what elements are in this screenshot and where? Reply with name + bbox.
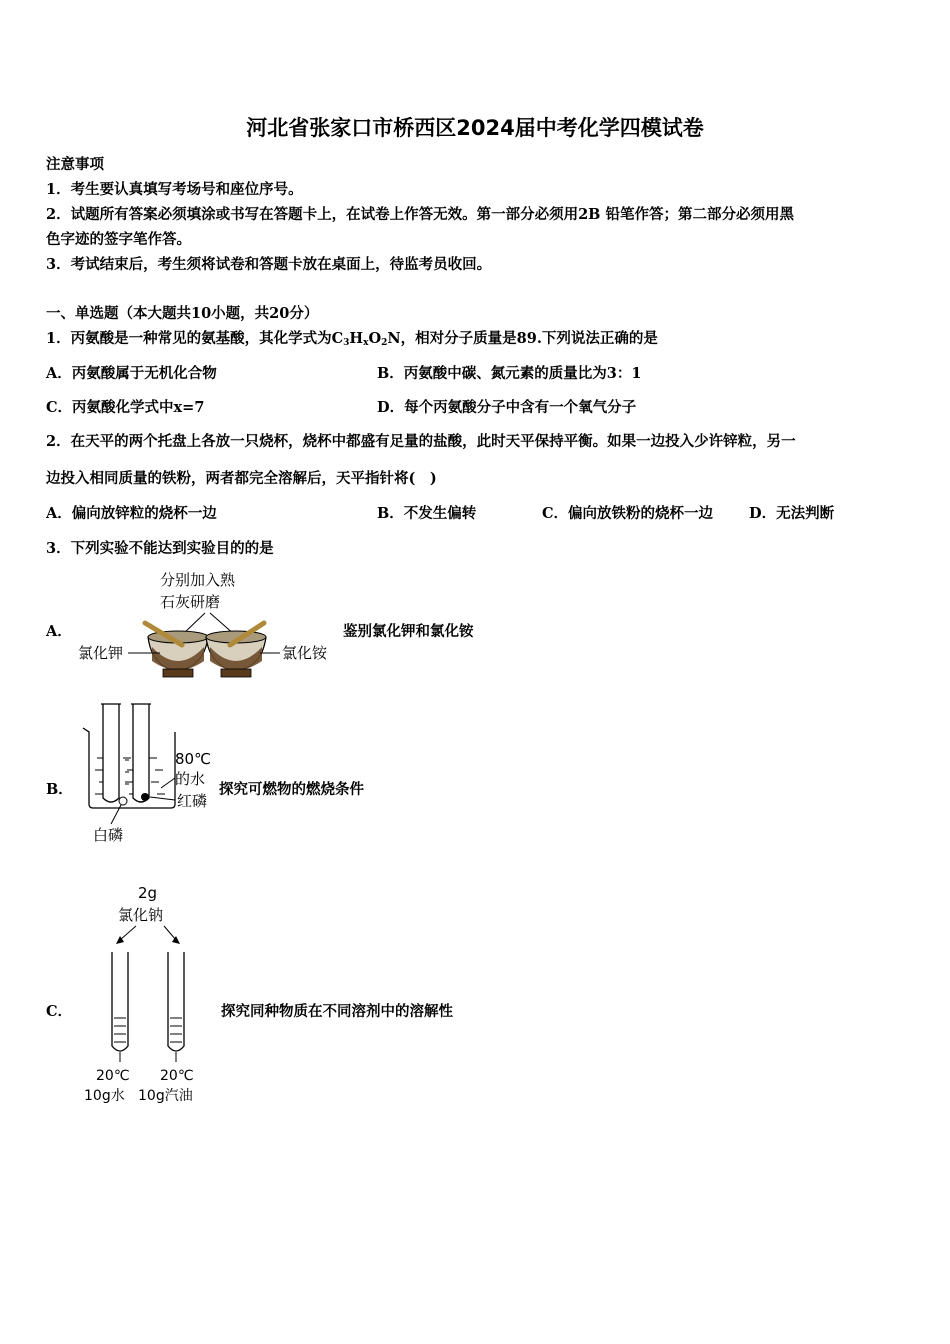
- section-heading: 一、单选题（本大题共10小题，共20分）: [46, 305, 319, 322]
- q1-option-d: D．每个丙氨酸分子中含有一个氧气分子: [377, 399, 637, 416]
- q1-subscript-o: 2: [381, 338, 388, 348]
- page-title: 河北省张家口市桥西区2024届中考化学四模试卷: [246, 116, 704, 140]
- notice-heading: 注意事项: [46, 156, 104, 173]
- question-2-stem-line2: 边投入相同质量的铁粉，两者都完全溶解后，天平指针将( ): [46, 470, 437, 487]
- q1-subscript-c: 3: [343, 338, 350, 348]
- question-2-stem-line1: 2．在天平的两个托盘上各放一只烧杯，烧杯中都盛有足量的盐酸，此时天平保持平衡。如果一边投入少许锌粒，另一: [46, 433, 796, 450]
- q1-option-c: C．丙氨酸化学式中x=7: [46, 399, 205, 416]
- q3-option-a-desc: 鉴别氯化钾和氯化铵: [343, 623, 474, 640]
- test-tube-gasoline: [168, 952, 184, 1051]
- question-3-stem: 3．下列实验不能达到实验目的的是: [46, 540, 274, 557]
- red-phosphorus: [141, 793, 149, 801]
- q3-option-b-desc: 探究可燃物的燃烧条件: [219, 781, 364, 798]
- q3-option-b-letter: B．: [46, 781, 73, 798]
- test-tube-water: [112, 952, 128, 1051]
- q2-option-d: D．无法判断: [749, 505, 835, 522]
- label-add-lime-2: 石灰研磨: [160, 593, 221, 611]
- combustion-diagram: [75, 700, 220, 850]
- q3-option-c-desc: 探究同种物质在不同溶剂中的溶解性: [221, 1003, 453, 1020]
- notice-item: 3．考试结束后，考生须将试卷和答题卡放在桌面上，待监考员收回。: [46, 256, 492, 273]
- q1-formula-o: O: [368, 330, 382, 347]
- notice-item: 1．考生要认真填写考场号和座位序号。: [46, 181, 303, 198]
- label-nacl: 氯化钠: [118, 906, 164, 924]
- q3-option-a-letter: A．: [46, 623, 72, 640]
- q1-option-a: A．丙氨酸属于无机化合物: [46, 365, 217, 382]
- question-1-stem: [46, 327, 658, 348]
- label-80c: 80℃: [175, 750, 211, 768]
- q1-stem-suffix: N，相对分子质量是89.下列说法正确的是: [387, 330, 658, 347]
- label-2g: 2g: [138, 884, 158, 902]
- label-white-phosphorus: 白磷: [93, 826, 124, 844]
- label-kcl: 氯化钾: [78, 644, 124, 662]
- label-water: 的水: [175, 770, 206, 788]
- q1-stem-prefix: 1．丙氨酸是一种常见的氨基酸，其化学式为C: [46, 330, 344, 347]
- white-phosphorus: [119, 797, 127, 805]
- q2-option-a: A．偏向放锌粒的烧杯一边: [46, 505, 217, 522]
- label-10g-water: 10g水: [84, 1088, 125, 1104]
- test-tube-right: [133, 704, 149, 802]
- q1-formula-h: H: [349, 330, 364, 347]
- notice-item: 色字迹的签字笔作答。: [46, 231, 191, 248]
- test-tube-left: [103, 704, 119, 802]
- q2-option-c: C．偏向放铁粉的烧杯一边: [542, 505, 714, 522]
- label-nh4cl: 氯化铵: [282, 644, 328, 662]
- label-20c-gasoline: 20℃: [160, 1068, 194, 1084]
- q2-option-b: B．不发生偏转: [377, 505, 477, 522]
- q3-option-c-letter: C．: [46, 1003, 73, 1020]
- label-10g-gasoline: 10g汽油: [138, 1088, 193, 1104]
- q1-subscript-x: x: [363, 338, 369, 348]
- q1-option-b: B．丙氨酸中碳、氮元素的质量比为3：1: [377, 365, 642, 382]
- label-add-lime-1: 分别加入熟: [160, 571, 236, 589]
- dissolution-diagram: [80, 880, 210, 1110]
- notice-item: 2．试题所有答案必须填涂或书写在答题卡上，在试卷上作答无效。第一部分必须用2B 铅笔作答；第二部分必须用黑: [46, 206, 794, 223]
- label-red-phosphorus: 红磷: [177, 792, 208, 810]
- label-20c-water: 20℃: [96, 1068, 130, 1084]
- beaker: [83, 728, 175, 808]
- mortar-diagram: [70, 565, 340, 690]
